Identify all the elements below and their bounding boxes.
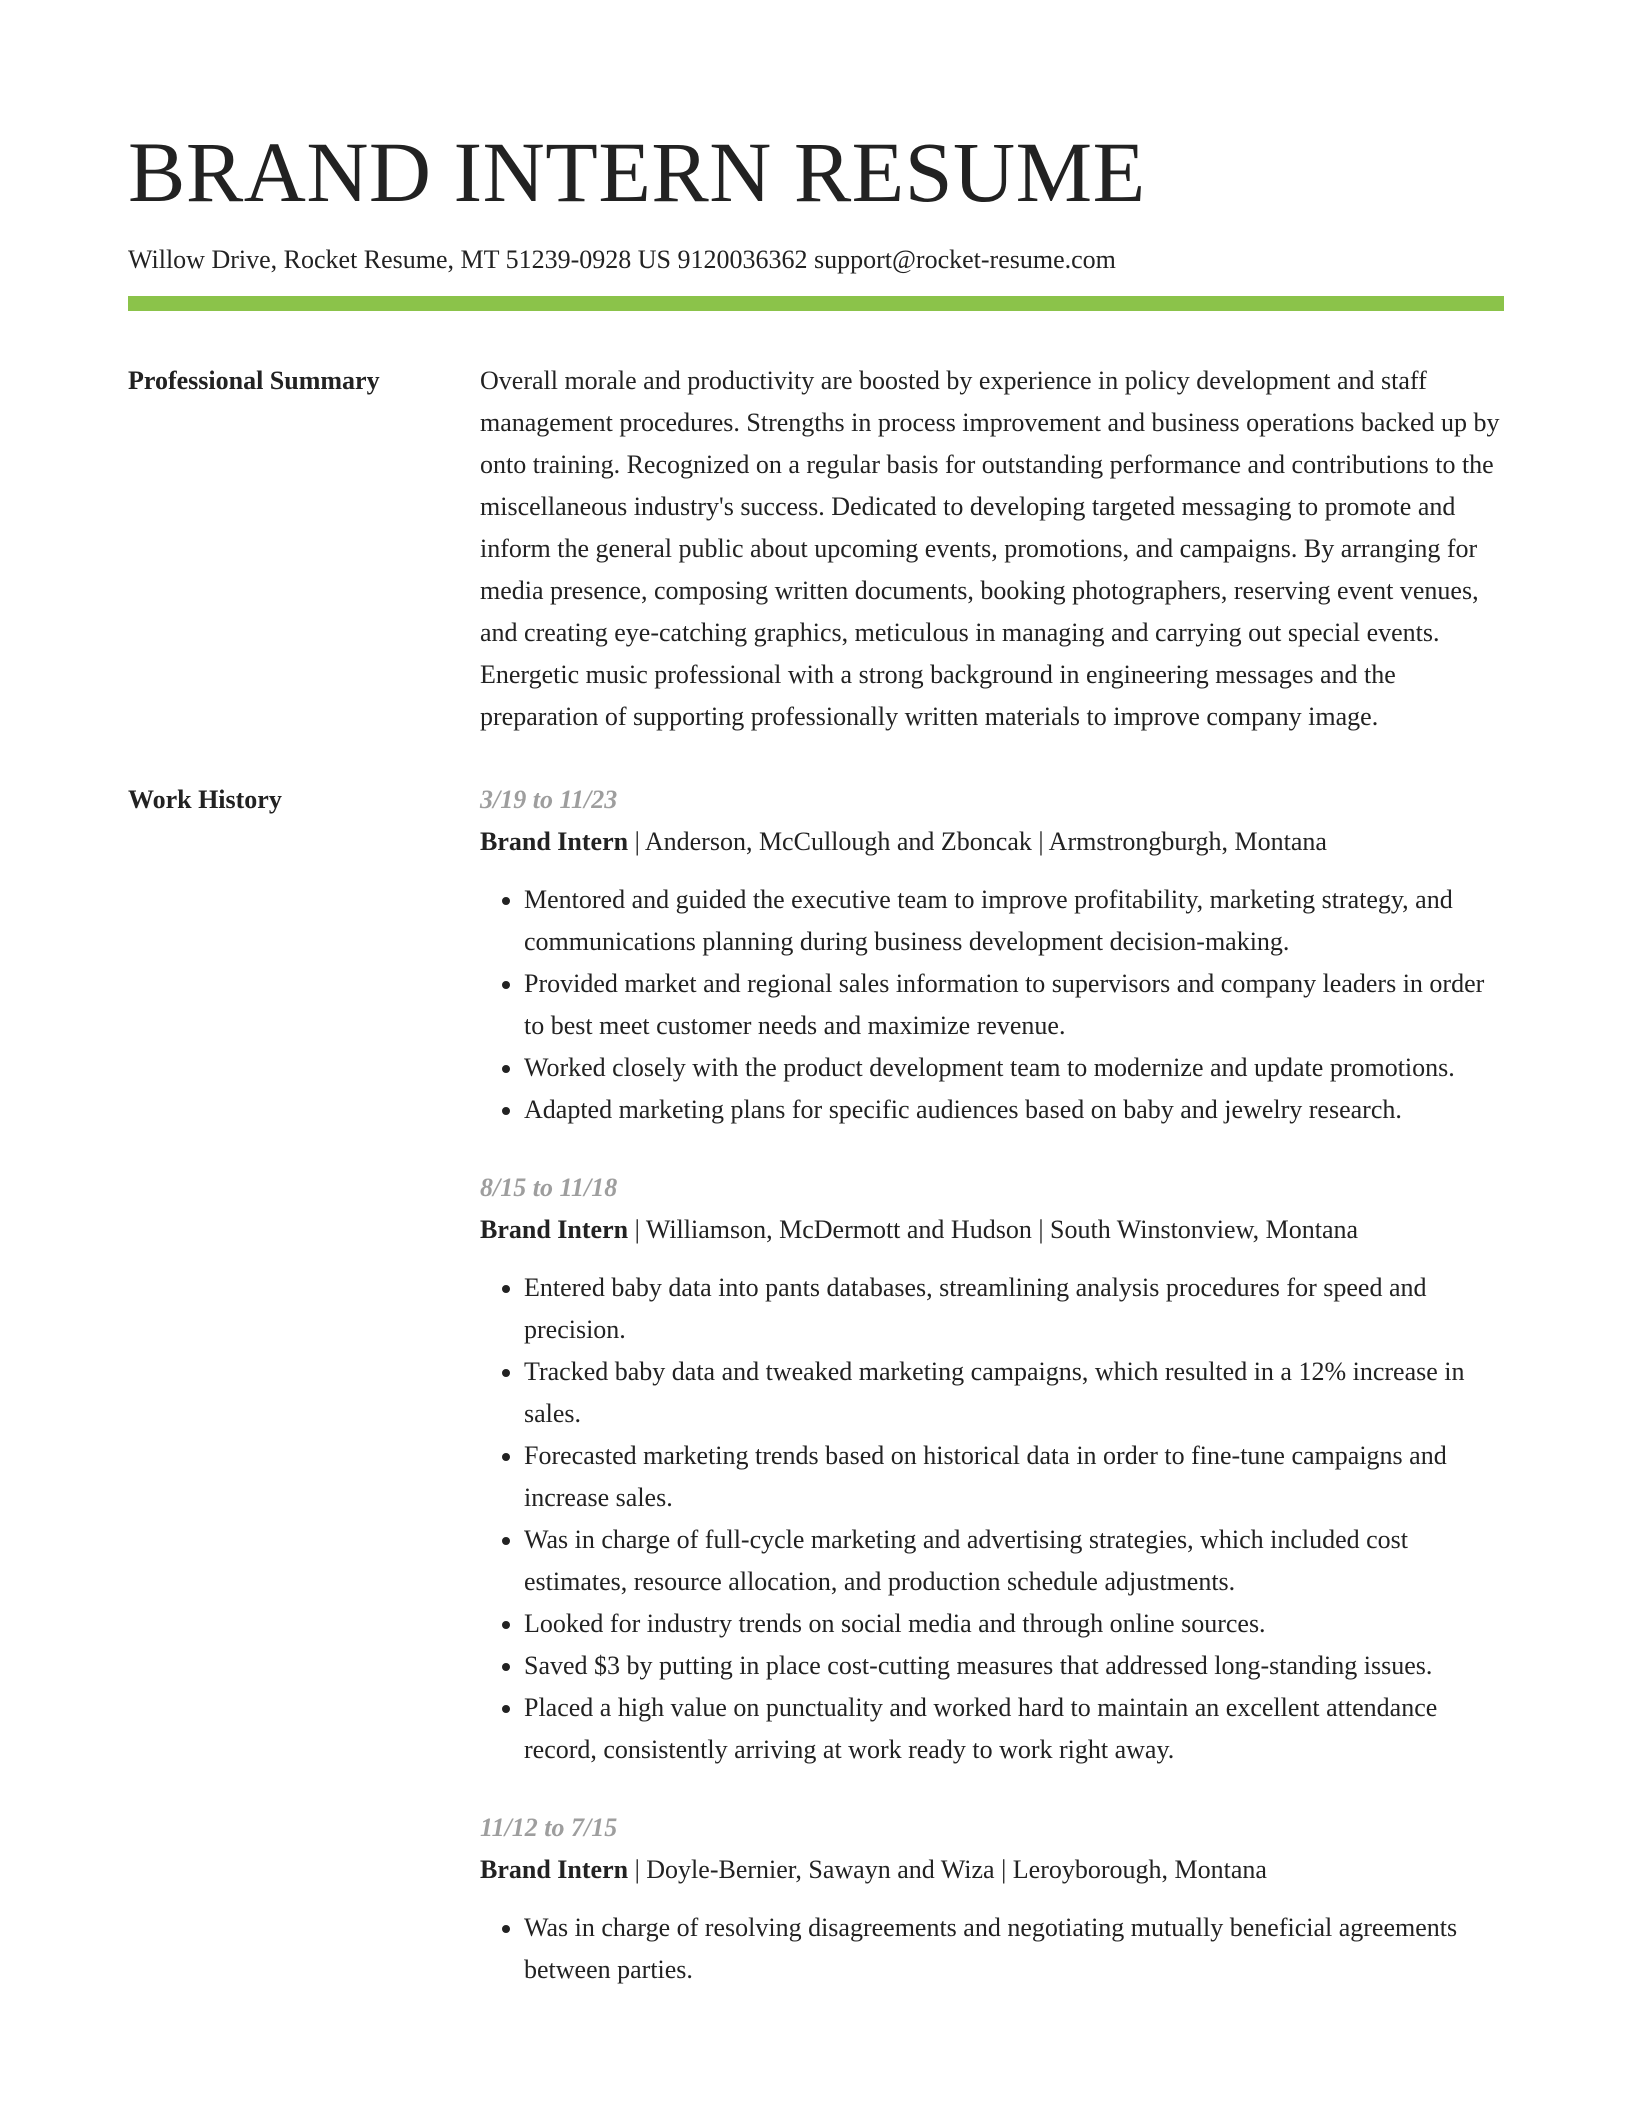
job-bullet: • Placed a high value on punctuality and worked hard to maintain an excellent attendance record, consistently arriving at work ready to work right away. [524, 1687, 1504, 1771]
job-employer-location: | Anderson, McCullough and Zboncak | Armstrongburgh, Montana [628, 827, 1327, 856]
work-history-section [128, 779, 1504, 2027]
header-divider [128, 296, 1504, 311]
job-heading-line [480, 1849, 1504, 1891]
job-bullet: • Adapted marketing plans for specific audiences based on baby and jewelry research. [524, 1089, 1504, 1131]
summary-heading: Professional Summary [128, 366, 380, 395]
job-heading-line [480, 821, 1504, 863]
job-dates: 8/15 to 11/18 [480, 1173, 618, 1202]
job-bullet: • Looked for industry trends on social media and through online sources. [524, 1603, 1504, 1645]
contact-email: support@rocket-resume.com [813, 245, 1116, 274]
job-bullet: • Saved $3 by putting in place cost-cutting measures that addressed long-standing issues. [524, 1645, 1504, 1687]
job-entry [480, 1167, 1504, 1771]
job-bullet: • Was in charge of resolving disagreements and negotiating mutually beneficial agreements between parties. [524, 1907, 1504, 1991]
job-bullet: • Entered baby data into pants databases, streamlining analysis procedures for speed and precision. [524, 1267, 1504, 1351]
job-bullet: • Mentored and guided the executive team to improve profitability, marketing strategy, and communications planning during business development decision-making. [524, 879, 1504, 963]
job-list [480, 779, 1504, 2027]
contact-phone: 9120036362 [677, 245, 808, 274]
job-title: Brand Intern [480, 827, 629, 856]
resume-page [128, 0, 1504, 2027]
job-bullet-list [480, 1907, 1504, 1991]
work-history-heading: Work History [128, 785, 282, 814]
job-bullet: • Tracked baby data and tweaked marketing campaigns, which resulted in a 12% increase in sales. [524, 1351, 1504, 1435]
job-title: Brand Intern [480, 1855, 629, 1884]
job-entry [480, 1807, 1504, 1991]
contact-address: Willow Drive, Rocket Resume, MT 51239-0928 US [128, 245, 671, 274]
job-bullet: • Forecasted marketing trends based on historical data in order to fine-tune campaigns and increase sales. [524, 1435, 1504, 1519]
job-dates: 3/19 to 11/23 [480, 785, 618, 814]
job-dates: 11/12 to 7/15 [480, 1813, 618, 1842]
summary-section [128, 360, 1504, 738]
job-bullet: • Worked closely with the product development team to modernize and update promotions. [524, 1047, 1504, 1089]
contact-line [128, 244, 1504, 276]
job-employer-location: | Williamson, McDermott and Hudson | South Winstonview, Montana [628, 1215, 1359, 1244]
job-heading-line [480, 1209, 1504, 1251]
job-entry [480, 779, 1504, 1131]
job-title: Brand Intern [480, 1215, 629, 1244]
job-bullet-list [480, 879, 1504, 1131]
job-bullet-list [480, 1267, 1504, 1771]
job-bullet: • Was in charge of full-cycle marketing and advertising strategies, which included cost estimates, resource allocation, and production schedule adjustments. [524, 1519, 1504, 1603]
summary-text: Overall morale and productivity are boosted by experience in policy development and staff management procedures. Strengths in process improvement and business operations backed up by onto training. Recognized on a regular basis for outstanding performance and contributions to the miscellaneous industry's success. Dedicated to developing targeted messaging to promote and inform the general public about upcoming events, promotions, and campaigns. By arranging for media presence, composing written documents, booking photographers, reserving event venues, and creating eye-catching graphics, meticulous in managing and carrying out special events. Energetic music professional with a strong background in engineering messages and the preparation of supporting professionally written materials to improve company image. [480, 366, 1500, 731]
resume-title: BRAND INTERN RESUME [128, 124, 1146, 220]
job-employer-location: | Doyle-Bernier, Sawayn and Wiza | Leroyborough, Montana [628, 1855, 1267, 1884]
job-bullet: • Provided market and regional sales information to supervisors and company leaders in order to best meet customer needs and maximize revenue. [524, 963, 1504, 1047]
